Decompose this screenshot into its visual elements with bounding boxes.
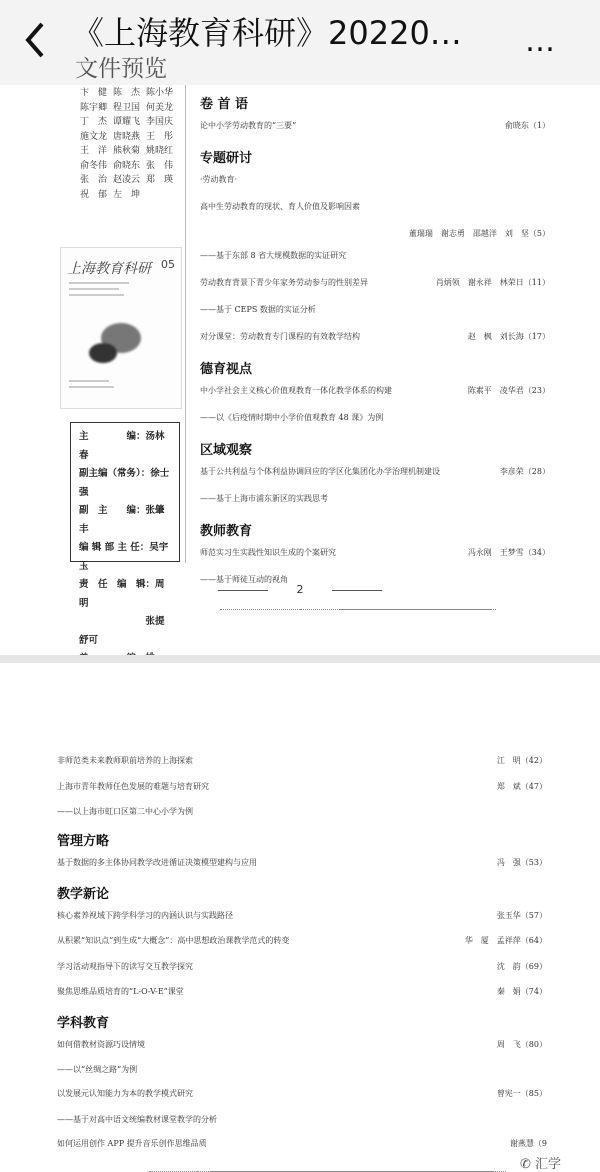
committee-name: 陈宇卿 [80, 102, 108, 113]
toc-entry[interactable]: 以发展元认知能力为本的教学模式研究 [57, 1089, 193, 1098]
toc-subtitle: ——基于对高中语文统编教材课堂教学的分析 [57, 1114, 217, 1124]
name-row [80, 100, 180, 115]
committee-name [146, 187, 180, 202]
toc-subtitle: ——以“丝绸之路”为例 [57, 1065, 138, 1074]
editor-line: 副主编（常务）：徐士强 [79, 468, 170, 498]
committee-name: 张 伟 [146, 160, 174, 171]
section-heading: 德育视点 [200, 362, 253, 377]
editor-line: 张提舒可 [79, 616, 165, 646]
toc-author-page: 谢燕慧（9 [509, 1138, 547, 1148]
watermark: ✆ 汇学 [520, 1157, 562, 1172]
toc-subtitle: ——以上海市虹口区第二中心小学为例 [57, 807, 193, 816]
toc-entry[interactable]: 如何借教材资源巧设情境 [57, 1039, 145, 1049]
editor-line: 主 编：汤林春 [79, 431, 165, 461]
committee-name: 熊秋菊 [113, 146, 141, 156]
committee-name: 丁 杰 [80, 117, 108, 127]
committee-names [80, 85, 180, 201]
toc-author-page: 周 飞（80） [496, 1039, 547, 1049]
document-page-2 [0, 663, 600, 1170]
toc-subtitle: ——基于师徒互动的视角 [200, 575, 288, 584]
section-heading: 教师教育 [200, 524, 253, 539]
top-bar [0, 0, 600, 85]
chevron-left-icon [20, 18, 50, 62]
toc-author-page: 赵 枫 刘长海（17） [467, 332, 550, 341]
file-preview-label: 文件预览 [75, 56, 167, 82]
toc-author-page: 冯永刚 王梦雪（34） [467, 548, 550, 557]
back-button[interactable] [20, 18, 60, 68]
committee-name: 王 洋 [80, 146, 108, 156]
toc-author-page: 华 厦 孟祥萍（64） [464, 936, 547, 945]
committee-name: 李国庆 [146, 117, 174, 127]
editor-line: 编 辑 部 主 任：吴宇玉 [79, 542, 169, 572]
editor-line: 副 主 编：张肇丰 [79, 505, 165, 535]
toc-subtitle: ——基于 CEPS 数据的实证分析 [200, 305, 316, 314]
toc-entry[interactable]: 高中生劳动教育的现状、育人价值及影响因素 [200, 202, 360, 211]
committee-name: 谭耀飞 [113, 117, 141, 127]
committee-name: 卞 健 [80, 88, 108, 98]
toc-author-page: 曾宪一（85） [496, 1089, 547, 1098]
toc-entry[interactable]: 聚焦思维品质培育的“L-O-V-E”课堂 [57, 987, 184, 996]
toc-author-page: 沈 韵（69） [496, 961, 547, 971]
toc-entry[interactable]: 基于数据的多主体协同教学改进循证决策模型建构与应用 [57, 858, 257, 867]
page-number: 2 [296, 583, 304, 596]
committee-name: 郑 瑛 [146, 175, 174, 185]
section-heading: 学科教育 [57, 1015, 110, 1031]
committee-name: 王 彤 [146, 131, 174, 142]
toc-entry[interactable]: 论中小学劳动教育的“三要” [200, 121, 297, 130]
more-button[interactable] [525, 24, 557, 59]
section-heading: 卷 首 语 [200, 97, 249, 112]
committee-name: 施文龙 [80, 131, 108, 142]
toc-author-page: 俞晓东（1） [504, 121, 550, 130]
section-heading: 区域观察 [200, 443, 253, 458]
name-row [80, 158, 180, 173]
section-heading: 专题研讨 [200, 151, 253, 166]
committee-name: 张 治 [80, 175, 108, 185]
toc-subtitle: ·劳动教育· [200, 175, 238, 184]
more-icon: … [525, 24, 557, 59]
toc-entry[interactable]: 核心素养视域下跨学科学习的内涵认识与实践路径 [57, 910, 233, 920]
toc-author-page: 张玉华（57） [496, 910, 547, 920]
toc-entry[interactable]: 学习活动观指导下的读写交互教学探究 [57, 961, 193, 971]
toc-entry[interactable]: 上海市青年教师任色发展的难题与培育研究 [57, 781, 209, 791]
toc-entry[interactable]: 基于公共利益与个体利益协调回应的学区化集团化办学治理机制建设 [200, 467, 440, 476]
document-page-1 [0, 85, 600, 645]
toc-entry[interactable]: 从积累“知识点”到生成“大概念”：高中思想政治课教学范式的转变 [57, 936, 290, 945]
committee-name: 左 坤 [113, 189, 141, 200]
toc-author-page: 江 明（42） [496, 756, 547, 765]
committee-name: 俞晓东 [113, 160, 141, 171]
toc-author-page: 董瑞瑞 谢志勇 邵越洋 刘 坚（5） [408, 229, 550, 238]
toc-entry[interactable]: 中小学社会主义核心价值观教育一体化教学体系的构建 [200, 386, 392, 395]
toc-author-page: 冯 强（53） [496, 858, 547, 867]
committee-name: 陈 杰 [113, 88, 141, 98]
toc-subtitle: ——基于东部 8 省大规模数据的实证研究 [200, 251, 347, 260]
name-row [80, 143, 180, 158]
committee-name: 祝 郁 [80, 189, 108, 200]
toc-entry[interactable]: 对分课堂：劳动教育专门课程的有效教学结构 [200, 332, 360, 341]
editorial-box [70, 422, 180, 646]
cover-issue: 05 [161, 258, 175, 271]
journal-cover-image [60, 247, 182, 409]
committee-name: 俞冬伟 [80, 160, 108, 171]
committee-name: 何美龙 [146, 102, 174, 113]
name-row [80, 187, 180, 202]
toc-author-page: 陈素平 凌华君（23） [467, 386, 550, 395]
section-heading: 教学新论 [57, 886, 110, 902]
editor-line: 责 任 编 辑：周 明 [79, 579, 175, 609]
committee-name: 姚晓红 [146, 146, 174, 156]
section-heading: 管理方略 [57, 834, 110, 849]
toc-author-page: 郑 斌（47） [496, 781, 547, 791]
name-row [80, 114, 180, 129]
toc-author-page: 秦 娟（74） [496, 987, 547, 996]
committee-name: 唐晓燕 [113, 131, 141, 142]
chat-bubble-icon: ✆ [520, 1157, 531, 1172]
document-title: 《上海教育科研》20220… [72, 14, 462, 52]
toc-author-page: 李彦荣（28） [499, 467, 550, 476]
toc-entry[interactable]: 如何运用创作 APP 提升音乐创作思维品质 [57, 1138, 207, 1148]
toc-entry[interactable]: 劳动教育背景下青少年家务劳动参与的性别差异 [200, 278, 368, 287]
cover-title: 上海教育科研 [67, 261, 151, 277]
toc-entry[interactable]: 师范实习生实践性知识生成的个案研究 [200, 548, 336, 557]
toc-entry[interactable]: 非师范类未来教师职前培养的上海探索 [57, 756, 193, 765]
name-row [80, 85, 180, 100]
name-row [80, 129, 180, 144]
toc-author-page: 肖炳领 谢永祥 林荣日（11） [435, 278, 550, 287]
committee-name: 陈小华 [146, 88, 174, 98]
toc-subtitle: ——以《后疫情时期中小学价值观教育 48 课》为例 [200, 413, 384, 422]
name-row [80, 172, 180, 187]
toc-subtitle: ——基于上海市浦东新区的实践思考 [200, 494, 328, 503]
committee-name: 程卫国 [113, 102, 141, 113]
committee-name: 赵凌云 [113, 175, 141, 185]
